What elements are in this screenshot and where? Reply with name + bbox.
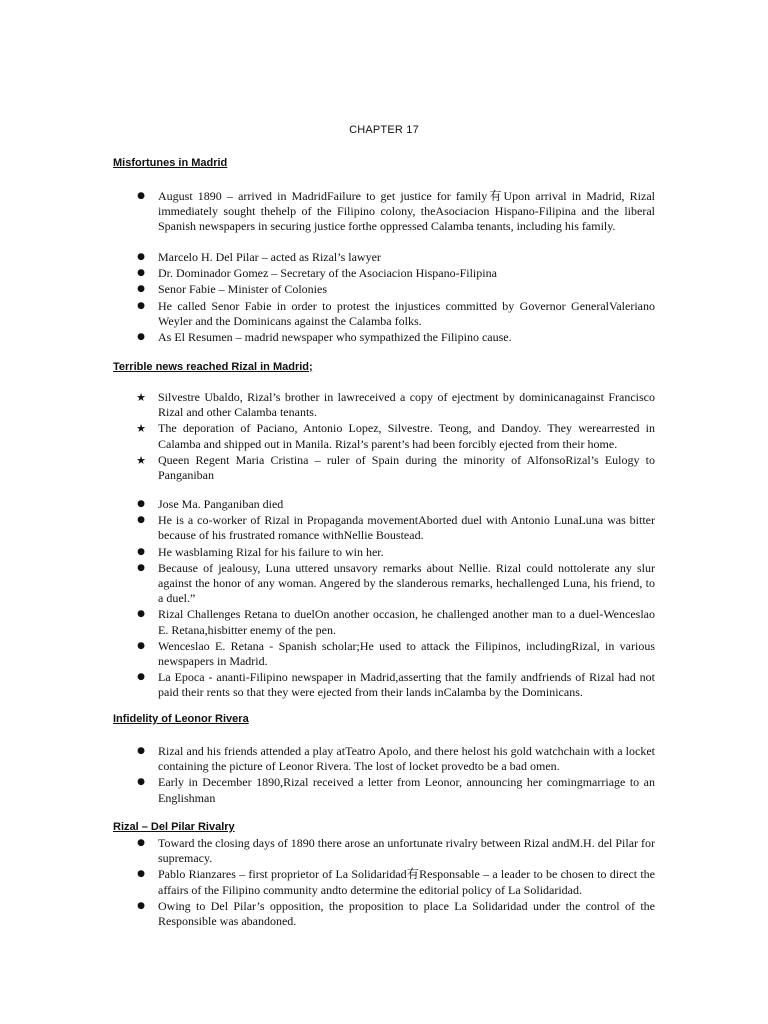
bullet-icon: ● <box>137 332 145 343</box>
list-item: ● Owing to Del Pilar’s opposition, the proposition to place La Solidaridad under the control of the Responsible was abandoned. <box>0 899 655 929</box>
bullet-icon: ● <box>137 268 145 279</box>
bullet-icon: ● <box>137 252 145 262</box>
list-item: ● As El Resumen – madrid newspaper who sympathized the Filipino cause. <box>0 330 655 345</box>
bullet-icon: ● <box>137 900 145 911</box>
bullet-icon: ● <box>137 546 145 557</box>
bullet-icon: ● <box>137 515 145 526</box>
list-item: ★ Queen Regent Maria Cristina – ruler of Spain during the minority of AlfonsoRizal’s Eulogy to Panganiban <box>136 452 655 483</box>
list-item: ● Rizal and his friends attended a play atTeatro Apolo, and there helost his gold watchchain with a locket containing the picture of Leonor Rivera. The lost of locket provedto be a bad omen. <box>0 744 655 774</box>
section-heading-infidelity: Infidelity of Leonor Rivera <box>113 713 249 725</box>
bullet-icon: ● <box>137 300 145 311</box>
bullet-icon: ● <box>137 609 145 620</box>
list-item: ● He called Senor Fabie in order to protest the injustices committed by Governor GeneralValeriano Weyler and the Dominicans against the Calamba folks. <box>0 299 655 329</box>
bullet-icon: ● <box>137 562 145 573</box>
list-item: ● Because of jealousy, Luna uttered unsavory remarks about Nellie. Rizal could nottolerate any slur against the honor of any woman. Angered by the slanderous remarks, hechallenged Luna, his friend, to a duel.” <box>0 561 655 607</box>
bullet-icon: ● <box>137 284 145 295</box>
list-item: ● Early in December 1890,Rizal received a letter from Leonor, announcing her comingmarriage to an Englishman <box>0 775 655 805</box>
list-item: ● Jose Ma. Panganiban died <box>0 497 655 512</box>
bullet-list <box>0 744 768 807</box>
bullet-icon: ● <box>137 499 145 509</box>
bullet-icon: ● <box>137 869 145 880</box>
bullet-icon: ● <box>137 640 145 651</box>
bullet-icon: ● <box>137 191 145 201</box>
star-icon: ★ <box>136 422 146 436</box>
list-item: ● La Epoca - ananti-Filipino newspaper in Madrid,asserting that the family andfriends of Rizal had not paid their rents so that they were ejected from their lands inCalamba by the Dominicans. <box>0 670 655 700</box>
list-item: ● Rizal Challenges Retana to duelOn another occasion, he challenged another man to a duel-Wenceslao E. Retana,hisbitter enemy of the pen. <box>0 607 655 637</box>
list-item: ● Marcelo H. Del Pilar – acted as Rizal’s lawyer <box>0 250 655 265</box>
list-item: ● Dr. Dominador Gomez – Secretary of the Asociacion Hispano-Filipina <box>0 266 655 281</box>
list-item: ★ Silvestre Ubaldo, Rizal’s brother in lawreceived a copy of ejectment by dominicanagainst Francisco Rizal and other Calamba tenants. <box>136 390 655 420</box>
bullet-icon: ● <box>137 838 145 848</box>
list-item: ● He is a co-worker of Rizal in Propaganda movementAborted duel with Antonio LunaLuna was bitter because of his frustrated romance withNellie Boustead. <box>0 513 655 543</box>
star-icon: ★ <box>136 453 146 467</box>
star-list <box>0 390 768 484</box>
bullet-icon: ● <box>137 672 145 683</box>
list-item: ★ The deporation of Paciano, Antonio Lopez, Silvestre. Teong, and Dandoy. They werearrested in Calamba and shipped out in Manila. Rizal’s parent’s had been forcibly ejected from their home. <box>136 421 655 451</box>
bullet-list <box>0 836 768 930</box>
bullet-icon: ● <box>137 777 145 788</box>
star-icon: ★ <box>136 391 146 404</box>
list-item: ● Wenceslao E. Retana - Spanish scholar;He used to attack the Filipinos, includingRizal, in various newspapers in Madrid. <box>0 639 655 669</box>
bullet-icon: ● <box>137 746 145 756</box>
section-heading-misfortunes: Misfortunes in Madrid <box>113 157 228 169</box>
list-item: ● Toward the closing days of 1890 there arose an unfortunate rivalry between Rizal andM.H. del Pilar for supremacy. <box>0 836 655 866</box>
bullet-list <box>0 189 768 236</box>
list-item: ● Pablo Rianzares – first proprietor of La Solidaridad有Responsable – a leader to be chosen to direct the affairs of the Filipino community andto determine the editorial policy of La Solidaridad. <box>0 867 655 897</box>
bullet-list <box>0 497 768 702</box>
list-item: ● August 1890 – arrived in MadridFailure to get justice for family有Upon arrival in Madrid, Rizal immediately sought thehelp of the Filipino colony, theAsociacion Hispano-Filipina and the liberal Spanish newspapers in securing justice forthe oppressed Calamba tenants, including his family. <box>0 189 655 235</box>
section-heading-rivalry: Rizal – Del Pilar Rivalry <box>113 821 235 833</box>
bullet-list <box>0 250 768 346</box>
section-heading-terrible-news: Terrible news reached Rizal in Madrid; <box>113 361 313 373</box>
list-item: ● He wasblaming Rizal for his failure to win her. <box>0 545 655 560</box>
list-item: ● Senor Fabie – Minister of Colonies <box>0 282 655 297</box>
chapter-title: CHAPTER 17 <box>349 124 419 136</box>
